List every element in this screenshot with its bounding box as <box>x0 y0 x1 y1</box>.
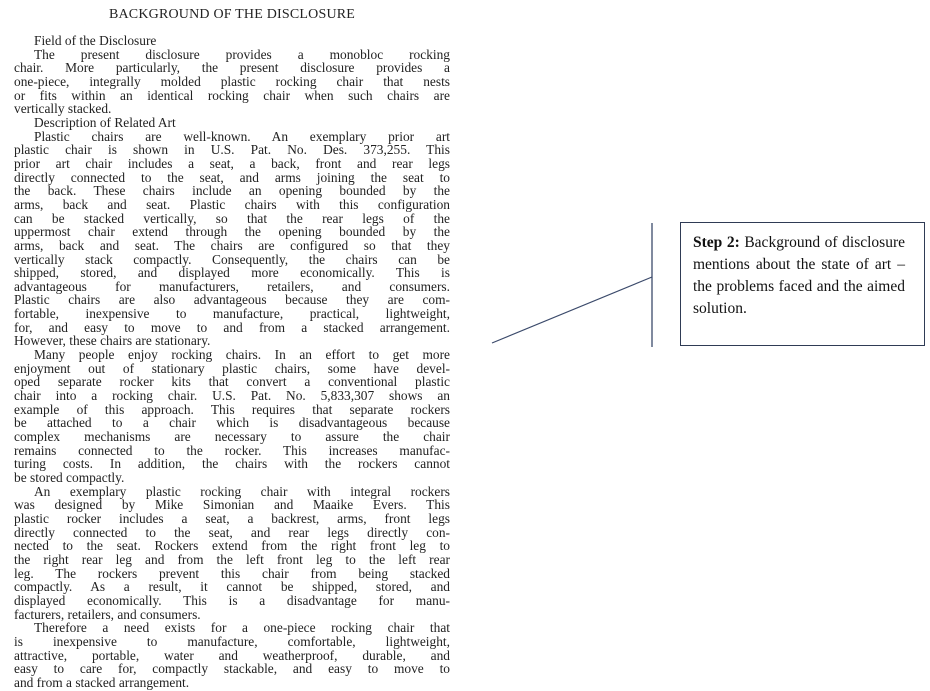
text-line: prior art chair includes a seat, a back, front and rear legs <box>14 155 450 171</box>
text-line: directly connected to the seat, and arms joining the seat to <box>14 169 450 185</box>
text-line: compactly. As a result, it cannot be shipped, stored, and <box>14 579 450 595</box>
text-line: uppermost chair extend through the opening bounded by the <box>14 224 450 240</box>
text-line: leg. The rockers prevent this chair from being stacked <box>14 565 450 581</box>
callout-pointer-line <box>492 277 652 343</box>
text-line: directly connected to the seat, and rear legs directly con- <box>14 524 450 540</box>
text-line: or fits within an identical rocking chair when such chairs are <box>14 87 450 103</box>
text-line: nected to the seat. Rockers extend from the right front leg to <box>14 538 450 554</box>
text-line: arms, back and seat. Plastic chairs with this configuration <box>14 196 450 212</box>
text-line: the right rear leg and from the left front leg to the left rear <box>14 551 450 567</box>
text-line: enjoyment out of stationary plastic chairs, some have devel- <box>14 360 450 376</box>
text-line: vertically stack compactly. Consequently, the chairs can be <box>14 251 450 267</box>
text-line: Many people enjoy rocking chairs. In an effort to get more <box>34 347 450 363</box>
text-line: displayed economically. This is a disadvantage for manu- <box>14 592 450 608</box>
text-line: was designed by Mike Simonian and Maaike Evers. This <box>14 497 450 513</box>
text-line: for, and easy to move to and from a stacked arrangement. <box>14 319 450 335</box>
text-line: be attached to a chair which is disadvantageous because <box>14 415 450 431</box>
callout-step-label: Step 2: <box>693 234 740 251</box>
text-line: vertically stacked. <box>14 101 112 117</box>
text-line: easy to care for, compactly stackable, and easy to move to <box>14 661 450 677</box>
text-line: oped separate rocker kits that convert a conventional plastic <box>14 374 450 390</box>
text-line: complex mechanisms are necessary to assure the chair <box>14 429 450 445</box>
text-line: advantageous for manufacturers, retailers, and consumers. <box>14 278 450 294</box>
text-line: facturers, retailers, and consumers. <box>14 606 201 622</box>
text-line: arms, back and seat. The chairs are configured so that they <box>14 237 450 253</box>
text-line: The present disclosure provides a monobloc rocking <box>34 46 450 62</box>
callout-text: Background of disclosure mentions about the state of art – the problems faced and the aimed solution. <box>693 234 905 317</box>
text-line: is inexpensive to manufacture, comfortable, lightweight, <box>14 633 450 649</box>
text-line: and from a stacked arrangement. <box>14 674 190 690</box>
text-line: be stored compactly. <box>14 470 125 485</box>
text-line: Field of the Disclosure <box>34 33 157 48</box>
text-line: However, these chairs are stationary. <box>14 333 211 349</box>
text-line: An exemplary plastic rocking chair with integral rockers <box>34 483 450 499</box>
text-line: turing costs. In addition, the chairs with the rockers cannot <box>14 456 450 472</box>
text-line: plastic rocker includes a seat, a backrest, arms, front legs <box>14 510 450 526</box>
text-line: chair into a rocking chair. U.S. Pat. No. 5,833,307 shows an <box>14 388 450 404</box>
text-line: chair. More particularly, the present disclosure provides a <box>14 60 450 76</box>
text-line: shipped, stored, and displayed more economically. This is <box>14 265 450 281</box>
text-line: can be stacked vertically, so that the rear legs of the <box>14 210 450 226</box>
text-line: plastic chair is shown in U.S. Pat. No. Des. 373,255. This <box>14 142 450 158</box>
section-title: BACKGROUND OF THE DISCLOSURE <box>108 7 356 22</box>
text-line: one-piece, integrally molded plastic rocking chair that nests <box>14 73 450 89</box>
text-line: Plastic chairs are well-known. An exemplary prior art <box>34 128 450 144</box>
text-line: attractive, portable, water and weatherproof, durable, and <box>14 647 450 663</box>
text-line: fortable, inexpensive to manufacture, practical, lightweight, <box>14 306 450 322</box>
text-line: Description of Related Art <box>34 114 176 130</box>
text-line: the back. These chairs include an opening bounded by the <box>14 183 450 199</box>
text-line: remains connected to the rocker. This increases manufac- <box>14 442 450 458</box>
callout-box <box>680 222 925 346</box>
text-line: Plastic chairs are also advantageous because they are com- <box>14 292 450 308</box>
text-line: Therefore a need exists for a one-piece rocking chair that <box>34 620 450 636</box>
text-line: example of this approach. This requires that separate rockers <box>14 401 450 417</box>
